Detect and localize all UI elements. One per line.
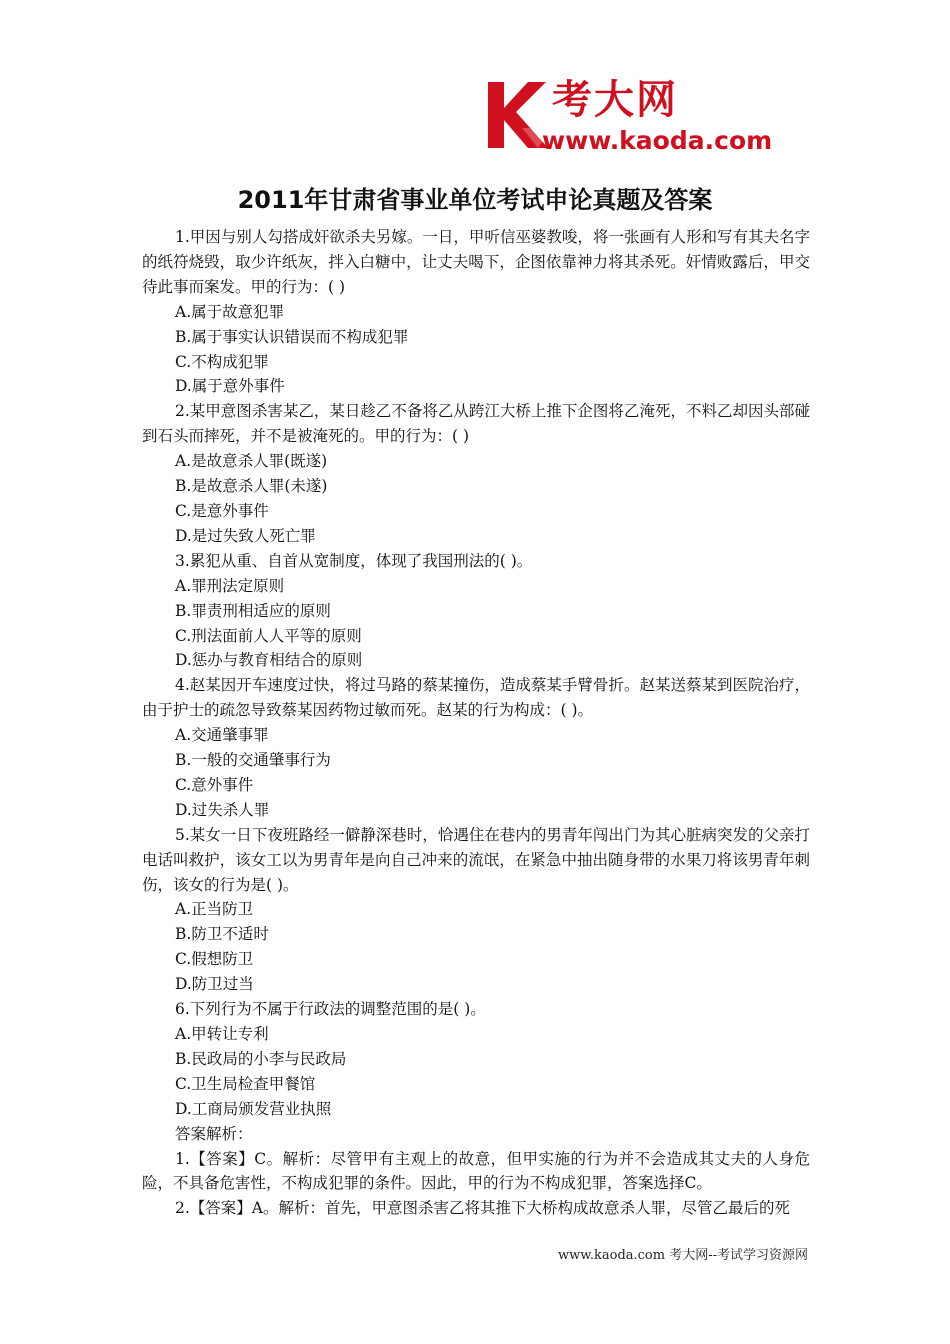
question-6-stem: 6.下列行为不属于行政法的调整范围的是( )。 [175,1000,486,1019]
question-2-stem: 2.某甲意图杀害某乙，某日趁乙不备将乙从跨江大桥上推下企图将乙淹死，不料乙却因头部碰到石头而摔死，并不是被淹死的。甲的行为：( ) [142,402,810,446]
question-1-stem: 1.甲因与别人勾搭成奸欲杀夫另嫁。一日，甲听信巫婆教唆，将一张画有人形和写有其夫名字的纸符烧毁，取少许纸灰，拌入白糖中，让丈夫喝下，企图依靠神力将其杀死。奸情败露后，甲交待此事而案发。甲的行为：( ) [142,228,810,296]
question-5-option-a: A.正当防卫 [175,900,254,919]
question-4-option-b: B.一般的交通肇事行为 [175,751,331,770]
question-6-option-d: D.工商局颁发营业执照 [175,1099,332,1118]
question-6-option-c: C.卫生局检查甲餐馆 [175,1074,316,1093]
logo-brand-name: 考大网 [552,77,678,123]
question-2-option-d: D.是过失致人死亡罪 [175,526,316,545]
question-6-option-a: A.甲转让专利 [175,1025,269,1043]
question-6-option-b: B.民政局的小李与民政局 [175,1049,347,1068]
question-3-stem: 3.累犯从重、自首从宽制度，体现了我国刑法的( )。 [175,551,533,570]
question-1-option-a: A.属于故意犯罪 [175,302,285,321]
question-4-stem: 4.赵某因开车速度过快，将过马路的蔡某撞伤，造成蔡某手臂骨折。赵某送蔡某到医院治疗，由于护士的疏忽导致蔡某因药物过敏而死。赵某的行为构成：( )。 [142,676,810,720]
answer-2-explanation: 2.【答案】A。解析：首先，甲意图杀害乙将其推下大桥构成故意杀人罪，尽管乙最后的死 [175,1199,790,1218]
kaoda-logo [482,76,812,168]
question-4-option-a: A.交通肇事罪 [175,726,269,745]
question-3-option-a: A.罪刑法定原则 [175,576,285,595]
question-5-option-d: D.防卫过当 [175,975,254,994]
question-5-option-b: B.防卫不适时 [175,925,269,944]
question-4-option-c: C.意外事件 [175,775,254,794]
question-3-option-c: C.刑法面前人人平等的原则 [175,626,362,645]
logo-brand-url: www.kaoda.com [542,126,773,155]
question-5-option-c: C.假想防卫 [175,950,254,969]
question-5-stem: 5.某女一日下夜班路经一僻静深巷时，恰遇住在巷内的男青年闯出门为其心脏病突发的父亲打电话叫救护，该女工以为男青年是向自己冲来的流氓，在紧急中抽出随身带的水果刀将该男青年刺伤，该女的行为是( )。 [142,825,810,894]
answers-heading: 答案解析： [175,1124,253,1143]
question-1-option-c: C.不构成犯罪 [175,352,269,371]
question-4-option-d: D.过失杀人罪 [175,800,270,819]
question-2-option-b: B.是故意杀人罪(未遂) [175,477,328,496]
page-footer: www.kaoda.com 考大网--考试学习资源网 [558,1248,808,1263]
question-2-option-a: A.是故意杀人罪(既遂) [175,452,328,471]
question-3-option-d: D.惩办与教育相结合的原则 [175,651,363,670]
document-title: 2011年甘肃省事业单位考试申论真题及答案 [237,186,713,214]
question-1-option-d: D.属于意外事件 [175,377,285,396]
question-3-option-b: B.罪责刑相适应的原则 [175,601,331,620]
question-1-option-b: B.属于事实认识错误而不构成犯罪 [175,327,409,346]
answer-1-explanation: 1.【答案】C。解析：尽管甲有主观上的故意，但甲实施的行为并不会造成其丈夫的人身危险，不具备危害性，不构成犯罪的条件。因此，甲的行为不构成犯罪，答案选择C。 [142,1149,810,1193]
document-body [142,225,810,1221]
question-2-option-c: C.是意外事件 [175,501,269,520]
